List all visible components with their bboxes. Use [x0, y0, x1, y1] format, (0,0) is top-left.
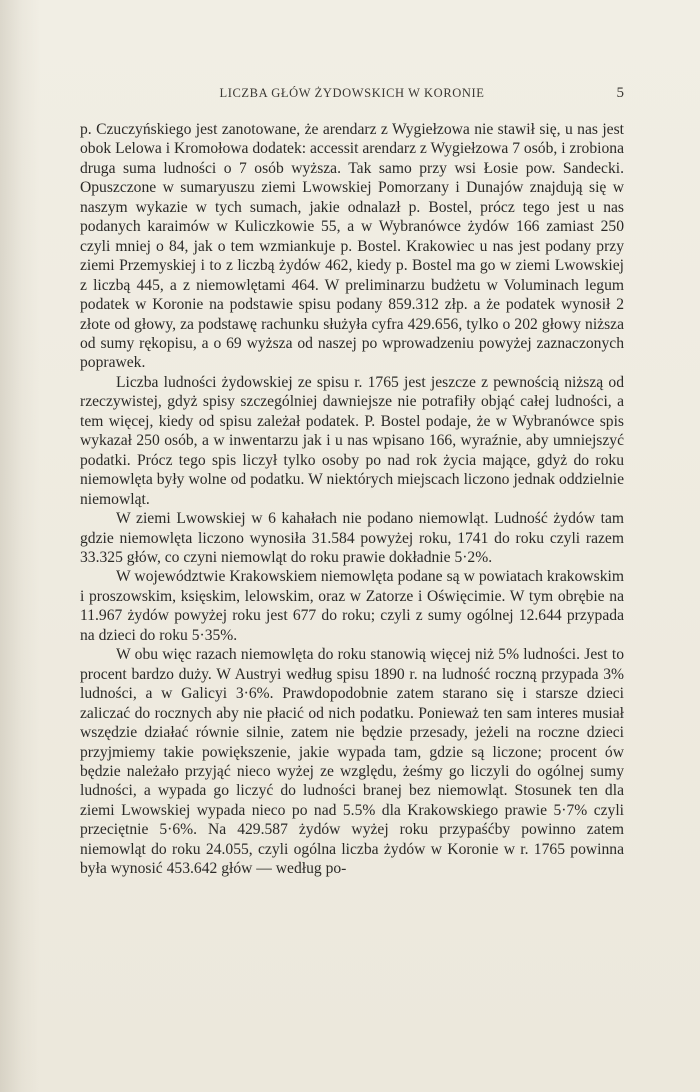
- page-header: [80, 86, 624, 106]
- body-text: [80, 120, 624, 879]
- paragraph-5: W obu więc razach niemowlęta do roku stanowią więcej niż 5% ludności. Jest to procent bardzo duży. W Austryi według spisu 1890 r. na ludność roczną przypada 3% ludności, a w Galicyi 3·6%. Prawdopodobnie zatem starano się i starsze dzieci zaliczać do rocznych aby nie płacić od nich podatku. Ponieważ ten sam interes musiał wszędzie działać równie silnie, zatem nie będzie przesady, jeżeli na roczne dzieci przyjmiemy takie powiększenie, jakie wypada tam, gdzie są liczone; procent ów będzie należało przyjąć nieco wyżej ze względu, żeśmy go liczyli do ogólnej sumy ludności, a wypada go liczyć do ludności branej bez niemowląt. Stosunek ten dla ziemi Lwowskiej wypada nieco po nad 5.5% dla Krakowskiego prawie 5·7% czyli przeciętnie 5·6%. Na 429.587 żydów wyżej roku przypaśćby powinno zatem niemowląt do roku 24.055, czyli ogólna liczba żydów w Koronie w r. 1765 powinna była wynosić 453.642 głów — według po-: [80, 646, 624, 878]
- paragraph-3: W ziemi Lwowskiej w 6 kahałach nie podano niemowląt. Ludność żydów tam gdzie niemowlęta liczono wynosiła 31.584 powyżej roku, 1741 do roku czyli razem 33.325 głów, co czyni niemowląt do roku prawie dokładnie 5·2%.: [80, 510, 624, 566]
- paragraph-4: W województwie Krakowskiem niemowlęta podane są w powiatach krakowskim i proszowskim, księskim, lelowskim, oraz w Zatorze i Oświęcimie. W tym obrębie na 11.967 żydów powyżej roku jest 677 do roku; czyli z sumy ogólnej 12.644 przypada na dzieci do roku 5·35%.: [80, 568, 624, 644]
- paragraph-2: Liczba ludności żydowskiej ze spisu r. 1765 jest jeszcze z pewnością niższą od rzeczywistej, gdyż spisy szczególniej dawniejsze nie potrafiły objąć całej ludności, a tem więcej, kiedy od spisu zależał podatek. P. Bostel podaje, że w Wybranówce spis wykazał 250 osób, a w inwentarzu jak i u nas wpisano 166, wyraźnie, aby umniejszyć podatki. Prócz tego spis liczył tylko osoby po nad rok życia mające, gdyż do roku niemowlęta były wolne od podatku. W niektórych miejscach liczono jednak oddzielnie niemowląt.: [80, 373, 624, 508]
- paragraph-1: p. Czuczyńskiego jest zanotowane, że arendarz z Wygiełzowa nie stawił się, u nas jest obok Lelowa i Kromołowa dodatek: accessit arendarz z Wygiełzowa 7 osób, i zrobiona druga suma ludności o 7 osób wyższa. Tak samo przy wsi Łosie pow. Sandecki. Opuszczone w sumaryuszu ziemi Lwowskiej Pomorzany i Dunajów znajdują się w naszym wykazie w tych sumach, jakie odnalazł p. Bostel, prócz tego jest u nas podanych karaimów w Kuliczkowie 55, a w Wybranówce żydów 166 zamiast 250 czyli mniej o 84, jak o tem wzmiankuje p. Bostel. Krakowiec u nas jest podany przy ziemi Przemyskiej i to z liczbą żydów 462, kiedy p. Bostel ma go w ziemi Lwowskiej z liczbą 445, a z niemowlętami 464. W preliminarzu budżetu w Voluminach legum podatek w Koronie na podstawie spisu podany 859.312 złp. a że podatek wynosił 2 złote od głowy, za podstawę rachunku służyła cyfra 429.656, tylko o 202 głowy niższa od sumy rękopisu, a o 69 wyższa od naszej po wprowadzeniu powyżej zaznaczonych poprawek.: [80, 121, 624, 372]
- page-number: 5: [616, 85, 624, 101]
- running-title: LICZBA GŁÓW ŻYDOWSKICH W KORONIE: [219, 86, 485, 100]
